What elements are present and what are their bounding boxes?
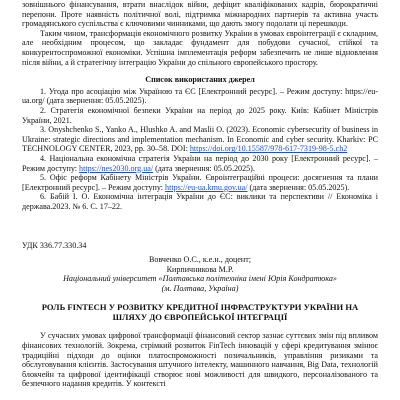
author-line-1: Вовченко О.С., к.е.н., доцент;: [148, 255, 252, 265]
reference-item-3: [22, 125, 378, 154]
article-body-paragraph: У сучасних умовах цифрової трансформації фінансовий сектор зазнає суттєвих змін під впливом фінансових технологій. Зокрема, стрімкий розвиток FinTech інновацій у сфері кредитування змінює традиційні підходи до оцінки платоспроможності позичальників, управління ризиками та обслуговування клієнтів. Застосування штучного інтелекту, машинного навчання, Big Data, технологій блокчейн та цифрової ідентифікації створює нові можливості для швидкого, персоналізованого та безпечного надання кредитів. У контексті: [22, 331, 378, 389]
reference-item-2: 2. Стратегія економічної безпеки України на період до 2025 року. Київ: Кабінет Міністрів України, 2021.: [22, 105, 378, 125]
authors-block: [22, 255, 378, 293]
reference-text: (дата звернення: 05.05.2025).: [153, 163, 255, 173]
references-title: Список використаних джерел: [145, 75, 255, 85]
reference-item-6: 6. Бабій І. О. Економічна інтеграція України до ЄС: виклики та перспективи // Економіка і держава.2023. № 6. С. 17–22.: [22, 192, 378, 211]
reference-link[interactable]: https://doi.org/10.15587/978-617-7319-98-5.ch2: [189, 144, 348, 154]
reference-text: 5. Офіс реформ Кабінету Міністрів України. Євроінтеграційні процеси: досягнення та плани [Електронний ресурс]. – Режим доступу:: [22, 173, 378, 192]
reference-link[interactable]: https://eu-ua.kmu.gov.ua/: [165, 182, 248, 192]
article-title: РОЛЬ FINTECH У РОЗВИТКУ КРЕДИТНОЇ ІНФРАСТРУКТУРИ УКРАЇНИ НА ШЛЯХУ ДО ЄВРОПЕЙСЬКОЇ ІНТЕГРАЦІЇ: [41, 302, 359, 323]
reference-item-4: [22, 154, 378, 173]
author-line-2: Кирпичникова М.Р.: [166, 264, 234, 274]
reference-text: 4. Національна економічна стратегія України на період до 2030 року [Електронний ресурс]. – Режим доступу:: [22, 153, 378, 173]
conclusion-paragraph: Таким чином, трансформація економічного розвитку України в умовах євроінтеграції є складним, але необхідним процесом, що закладає фундамент для побудови сучасної, стійкої та конкурентоспроможної економіки. Успішна імплементація реформ забезпечить не лише відновлення після війни, а й стратегічну інтеграцію України до спільного європейського простору.: [22, 28, 378, 67]
reference-item-1: 1. Угода про асоціацію між Україною та ЄС [Електронний ресурс]. – Режим доступу: https://eu-ua.org/ (дата звернення: 05.05.2025).: [22, 86, 378, 106]
references-list: [22, 87, 378, 212]
intro-paragraph: зовнішнього фінансування, втрати внаслідок війни, дефіцит кваліфікованих кадрів, бюрократичні перепони. Проте наявність політичної волі, підтримка міжнародних партнерів та активна участь громадянського суспільства є ключовими чинниками, що дають змогу подолати ці перешкоди.: [22, 0, 378, 29]
reference-text: 3. Onyshchenko S., Yanko A., Hlushko A. and Maslii O. (2023). Economic cybersecurity of business in Ukraine: strategic directions and implementation mechanism. In Economic and cyber security. Kharkiv: PC TECHNOLOGY CENTER, 2023, pp. 30–58. DOI:: [22, 125, 378, 154]
reference-link[interactable]: https://nes2030.org.ua/: [79, 163, 154, 173]
affiliation-line-1: Національний університет «Полтавська політехніка імені Юрія Кондратюка»: [63, 274, 337, 284]
reference-text: (дата звернення: 05.05.2025).: [247, 182, 350, 192]
reference-item-5: [22, 173, 378, 192]
affiliation-line-2: (м. Полтава, Україна): [161, 283, 239, 293]
udc-code: УДК 336.77.330.34: [22, 241, 87, 251]
